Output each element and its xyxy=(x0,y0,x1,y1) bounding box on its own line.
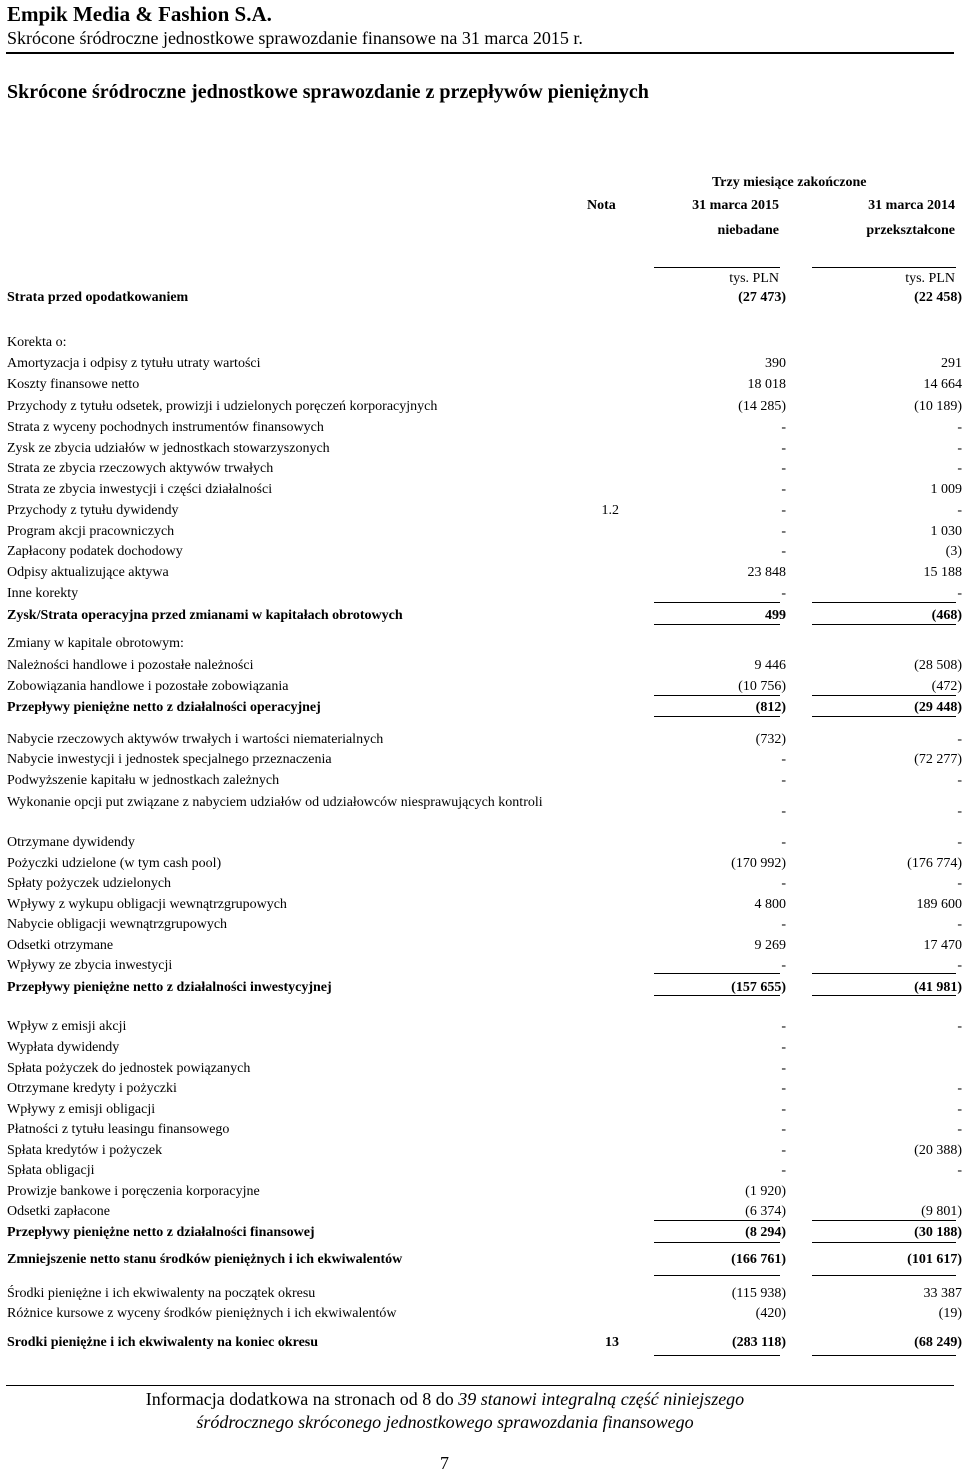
table-row xyxy=(7,793,962,829)
row-value-2015: - xyxy=(781,1019,786,1034)
row-value-2015: - xyxy=(781,773,786,788)
row-label: Strata ze zbycia rzeczowych aktywów trwałych xyxy=(7,461,274,476)
row-value-2015: - xyxy=(781,482,786,497)
row-value-2015: (14 285) xyxy=(738,399,786,414)
row-nota: 1.2 xyxy=(601,503,619,518)
page-number: 7 xyxy=(440,1453,449,1473)
row-value-2014: (68 249) xyxy=(914,1335,962,1350)
row-label: Strata przed opodatkowaniem xyxy=(7,290,189,305)
row-value-2014: (28 508) xyxy=(914,658,962,673)
row-value-2015: - xyxy=(781,586,786,601)
table-row xyxy=(7,937,962,954)
subtotal-rule-col2 xyxy=(812,973,956,974)
table-row xyxy=(7,916,962,933)
table-row xyxy=(7,1080,962,1097)
row-value-2015: 18 018 xyxy=(747,377,786,392)
row-value-2014: - xyxy=(957,732,962,747)
row-label: Przychody z tytułu dywidendy xyxy=(7,503,179,518)
row-value-2015: - xyxy=(781,503,786,518)
table-row xyxy=(7,1018,962,1035)
row-value-2015: - xyxy=(781,1102,786,1117)
row-value-2015: 23 848 xyxy=(747,565,786,580)
subtotal-rule-col1 xyxy=(654,973,780,974)
row-value-2015: (420) xyxy=(755,1306,786,1321)
row-label: Zobowiązania handlowe i pozostałe zobowiązania xyxy=(7,679,289,694)
table-row xyxy=(7,751,962,768)
row-label: Wpływy z wykupu obligacji wewnątrzgrupowych xyxy=(7,897,287,912)
table-row xyxy=(7,398,962,415)
table-row xyxy=(7,1183,956,1200)
row-label: Należności handlowe i pozostałe należności xyxy=(7,658,254,673)
row-value-2014: 14 664 xyxy=(923,377,962,392)
row-value-2015: - xyxy=(781,958,786,973)
row-value-2015: - xyxy=(781,1061,786,1076)
row-label: Nabycie rzeczowych aktywów trwałych i wartości niematerialnych xyxy=(7,732,384,747)
row-label: Przepływy pieniężne netto z działalności finansowej xyxy=(7,1225,315,1240)
row-value-2015: (157 655) xyxy=(731,980,786,995)
table-row xyxy=(7,1224,962,1241)
row-label: Wpływy ze zbycia inwestycji xyxy=(7,958,173,973)
col2-date-header: 31 marca 2014 xyxy=(868,198,955,213)
row-value-2014: - xyxy=(957,876,962,891)
row-value-2014: (10 189) xyxy=(914,399,962,414)
total-rule-col2 xyxy=(812,1355,956,1356)
row-label: Nabycie inwestycji i jednostek specjalnego przeznaczenia xyxy=(7,752,332,767)
row-label: Srodki pieniężne i ich ekwiwalenty na koniec okresu xyxy=(7,1335,319,1350)
table-row xyxy=(7,1334,962,1351)
row-value-2014: (176 774) xyxy=(907,856,962,871)
row-label: Płatności z tytułu leasingu finansowego xyxy=(7,1122,230,1137)
row-value-2015: (170 992) xyxy=(731,856,786,871)
row-value-2015: - xyxy=(781,461,786,476)
row-value-2015: 390 xyxy=(765,356,786,371)
table-row xyxy=(7,460,962,477)
row-value-2015: - xyxy=(781,524,786,539)
row-value-2015: - xyxy=(781,804,786,819)
row-value-2014: (72 277) xyxy=(914,752,962,767)
row-value-2015: (27 473) xyxy=(738,290,786,305)
row-value-2015: (115 938) xyxy=(731,1286,786,1301)
row-value-2014: 33 387 xyxy=(923,1286,962,1301)
row-label: Wpływ z emisji akcji xyxy=(7,1019,127,1034)
row-value-2014: (30 188) xyxy=(914,1225,962,1240)
row-label: Spłata obligacji xyxy=(7,1163,95,1178)
row-label: Zapłacony podatek dochodowy xyxy=(7,544,183,559)
table-row xyxy=(7,834,962,851)
header-rule-col1 xyxy=(654,267,780,268)
table-row xyxy=(7,1101,962,1118)
row-label: Nabycie obligacji wewnątrzgrupowych xyxy=(7,917,228,932)
row-label: Przepływy pieniężne netto z działalności inwestycyjnej xyxy=(7,980,332,995)
row-label: Zysk/Strata operacyjna przed zmianami w kapitałach obrotowych xyxy=(7,608,403,623)
table-row xyxy=(7,1285,962,1302)
subtotal-rule-col1 xyxy=(654,1220,780,1221)
row-value-2014: (472) xyxy=(931,679,962,694)
row-value-2015: (732) xyxy=(755,732,786,747)
period-header: Trzy miesiące zakończone xyxy=(712,175,867,190)
row-value-2015: (1 920) xyxy=(745,1184,786,1199)
row-label: Prowizje bankowe i poręczenia korporacyjne xyxy=(7,1184,260,1199)
table-row xyxy=(7,289,962,306)
document-subtitle: Skrócone śródroczne jednostkowe sprawozdanie finansowe na 31 marca 2015 r. xyxy=(7,28,583,48)
row-value-2014: - xyxy=(957,804,962,819)
footer-note-italic: 39 stanowi integralną część niniejszego xyxy=(458,1389,745,1409)
subtotal-rule-col1 xyxy=(654,1275,780,1276)
subtotal-rule-col2 xyxy=(812,716,956,717)
row-value-2014: (41 981) xyxy=(914,980,962,995)
row-value-2015: - xyxy=(781,1081,786,1096)
row-label: Koszty finansowe netto xyxy=(7,377,140,392)
table-row xyxy=(7,585,962,602)
row-value-2014: - xyxy=(957,1019,962,1034)
table-row xyxy=(7,376,962,393)
row-value-2014: - xyxy=(957,835,962,850)
row-value-2014: - xyxy=(957,917,962,932)
table-row xyxy=(7,979,962,996)
total-rule-col1 xyxy=(654,1355,780,1356)
row-value-2014: (9 801) xyxy=(921,1204,962,1219)
row-label: Wykonanie opcji put związane z nabyciem udziałów od udziałowców niesprawujących kontroli xyxy=(7,795,543,810)
row-label: Odsetki zapłacone xyxy=(7,1204,111,1219)
col1-status-header: niebadane xyxy=(717,223,779,238)
row-value-2014: - xyxy=(957,461,962,476)
header-divider xyxy=(6,52,954,54)
row-value-2015: - xyxy=(781,835,786,850)
row-value-2014: - xyxy=(957,503,962,518)
table-row xyxy=(7,875,962,892)
row-value-2015: (812) xyxy=(755,700,786,715)
row-value-2015: - xyxy=(781,752,786,767)
table-row xyxy=(7,543,962,560)
row-value-2014: 189 600 xyxy=(916,897,962,912)
row-value-2014: - xyxy=(957,958,962,973)
table-row xyxy=(7,1251,962,1268)
row-value-2015: - xyxy=(781,917,786,932)
row-value-2015: 4 800 xyxy=(754,897,786,912)
row-label: Przepływy pieniężne netto z działalności operacyjnej xyxy=(7,700,321,715)
row-label: Spłata kredytów i pożyczek xyxy=(7,1143,163,1158)
row-value-2015: - xyxy=(781,544,786,559)
subtotal-rule-col1 xyxy=(654,602,780,603)
row-label: Otrzymane dywidendy xyxy=(7,835,135,850)
row-label: Spłaty pożyczek udzielonych xyxy=(7,876,172,891)
row-value-2015: - xyxy=(781,1122,786,1137)
row-value-2015: - xyxy=(781,441,786,456)
footer-note-line2: śródrocznego skróconego jednostkowego sprawozdania finansowego xyxy=(196,1412,694,1432)
footer-note-line1 xyxy=(0,1388,890,1410)
row-value-2015: (166 761) xyxy=(731,1252,786,1267)
row-label: Zysk ze zbycia udziałów w jednostkach stowarzyszonych xyxy=(7,441,330,456)
col2-status-header: przekształcone xyxy=(866,223,955,238)
row-value-2014: - xyxy=(957,420,962,435)
table-row xyxy=(7,440,962,457)
table-row xyxy=(7,957,962,974)
table-row xyxy=(7,772,962,789)
row-label: Inne korekty xyxy=(7,586,79,601)
row-value-2014: 291 xyxy=(941,356,962,371)
subtotal-rule-col2 xyxy=(812,1220,956,1221)
table-row xyxy=(7,355,962,372)
statement-title: Skrócone śródroczne jednostkowe sprawozdanie z przepływów pieniężnych xyxy=(7,81,649,103)
subtotal-rule-col2 xyxy=(812,995,956,996)
row-value-2014: - xyxy=(957,441,962,456)
table-row xyxy=(7,731,962,748)
row-label: Wpływy z emisji obligacji xyxy=(7,1102,156,1117)
subtotal-rule-col1 xyxy=(654,1242,780,1243)
table-row xyxy=(7,1203,962,1220)
row-label: Odsetki otrzymane xyxy=(7,938,114,953)
table-row xyxy=(7,1121,962,1138)
row-value-2015: - xyxy=(781,420,786,435)
subtotal-rule-col1 xyxy=(654,624,780,625)
row-value-2015: 9 269 xyxy=(754,938,786,953)
row-value-2015: (10 756) xyxy=(738,679,786,694)
header-rule-col2 xyxy=(812,267,956,268)
row-label: Strata z wyceny pochodnych instrumentów finansowych xyxy=(7,420,324,435)
row-value-2014: - xyxy=(957,1163,962,1178)
row-value-2014: 15 188 xyxy=(923,565,962,580)
row-value-2015: - xyxy=(781,1040,786,1055)
table-row xyxy=(7,1039,956,1056)
row-value-2014: 1 009 xyxy=(930,482,962,497)
row-label: Wypłata dywidendy xyxy=(7,1040,120,1055)
row-value-2014: - xyxy=(957,586,962,601)
row-label: Otrzymane kredyty i pożyczki xyxy=(7,1081,177,1096)
row-label: Pożyczki udzielone (w tym cash pool) xyxy=(7,856,222,871)
row-value-2014: (19) xyxy=(938,1306,962,1321)
row-value-2014: - xyxy=(957,1122,962,1137)
col1-unit-header: tys. PLN xyxy=(729,271,779,286)
table-row xyxy=(7,564,962,581)
table-row xyxy=(7,635,956,652)
row-label: Podwyższenie kapitału w jednostkach zależnych xyxy=(7,773,280,788)
row-label: Program akcji pracowniczych xyxy=(7,524,175,539)
subtotal-rule-col1 xyxy=(654,995,780,996)
row-value-2015: - xyxy=(781,1143,786,1158)
table-row xyxy=(7,1162,962,1179)
row-label: Zmiany w kapitale obrotowym: xyxy=(7,636,184,651)
footer-divider xyxy=(6,1385,954,1386)
company-name: Empik Media & Fashion S.A. xyxy=(7,2,272,26)
row-value-2014: (22 458) xyxy=(914,290,962,305)
subtotal-rule-col2 xyxy=(812,695,956,696)
subtotal-rule-col2 xyxy=(812,1275,956,1276)
row-value-2015: 499 xyxy=(765,608,786,623)
table-row xyxy=(7,1060,956,1077)
table-row xyxy=(7,1142,962,1159)
row-value-2014: (3) xyxy=(945,544,962,559)
row-value-2014: 17 470 xyxy=(923,938,962,953)
subtotal-rule-col2 xyxy=(812,602,956,603)
row-label: Przychody z tytułu odsetek, prowizji i udzielonych poręczeń korporacyjnych xyxy=(7,399,438,414)
row-label: Odpisy aktualizujące aktywa xyxy=(7,565,169,580)
row-value-2014: (20 388) xyxy=(914,1143,962,1158)
footer-note-normal: Informacja dodatkowa na stronach od 8 do xyxy=(145,1389,459,1409)
nota-header: Nota xyxy=(587,198,616,213)
table-row xyxy=(7,678,962,695)
table-row xyxy=(7,1305,962,1322)
row-value-2014: 1 030 xyxy=(930,524,962,539)
row-value-2015: 9 446 xyxy=(754,658,786,673)
table-row xyxy=(7,334,956,351)
table-row xyxy=(7,419,962,436)
row-value-2014: - xyxy=(957,1081,962,1096)
row-value-2015: (6 374) xyxy=(745,1204,786,1219)
row-value-2014: (468) xyxy=(931,608,962,623)
table-row xyxy=(7,523,962,540)
row-label: Strata ze zbycia inwestycji i części działalności xyxy=(7,482,273,497)
row-value-2015: (8 294) xyxy=(745,1225,786,1240)
table-row xyxy=(7,481,962,498)
row-value-2015: - xyxy=(781,1163,786,1178)
col1-date-header: 31 marca 2015 xyxy=(692,198,779,213)
row-label: Spłata pożyczek do jednostek powiązanych xyxy=(7,1061,251,1076)
row-label: Różnice kursowe z wyceny środków pieniężnych i ich ekwiwalentów xyxy=(7,1306,397,1321)
row-value-2014: - xyxy=(957,773,962,788)
subtotal-rule-col2 xyxy=(812,624,956,625)
table-row xyxy=(7,855,962,872)
row-value-2014: (101 617) xyxy=(907,1252,962,1267)
table-row xyxy=(7,657,962,674)
row-label: Środki pieniężne i ich ekwiwalenty na początek okresu xyxy=(7,1286,316,1301)
row-value-2014: (29 448) xyxy=(914,700,962,715)
row-value-2014: - xyxy=(957,1102,962,1117)
table-row xyxy=(7,607,962,624)
table-row xyxy=(7,699,962,716)
row-value-2015: (283 118) xyxy=(731,1335,786,1350)
row-label: Amortyzacja i odpisy z tytułu utraty wartości xyxy=(7,356,261,371)
subtotal-rule-col2 xyxy=(812,1242,956,1243)
table-row xyxy=(7,896,962,913)
row-nota: 13 xyxy=(605,1335,619,1350)
row-label: Zmniejszenie netto stanu środków pieniężnych i ich ekwiwalentów xyxy=(7,1252,403,1267)
table-row xyxy=(7,502,962,519)
col2-unit-header: tys. PLN xyxy=(905,271,955,286)
row-label: Korekta o: xyxy=(7,335,67,350)
subtotal-rule-col1 xyxy=(654,716,780,717)
subtotal-rule-col1 xyxy=(654,695,780,696)
row-value-2015: - xyxy=(781,876,786,891)
